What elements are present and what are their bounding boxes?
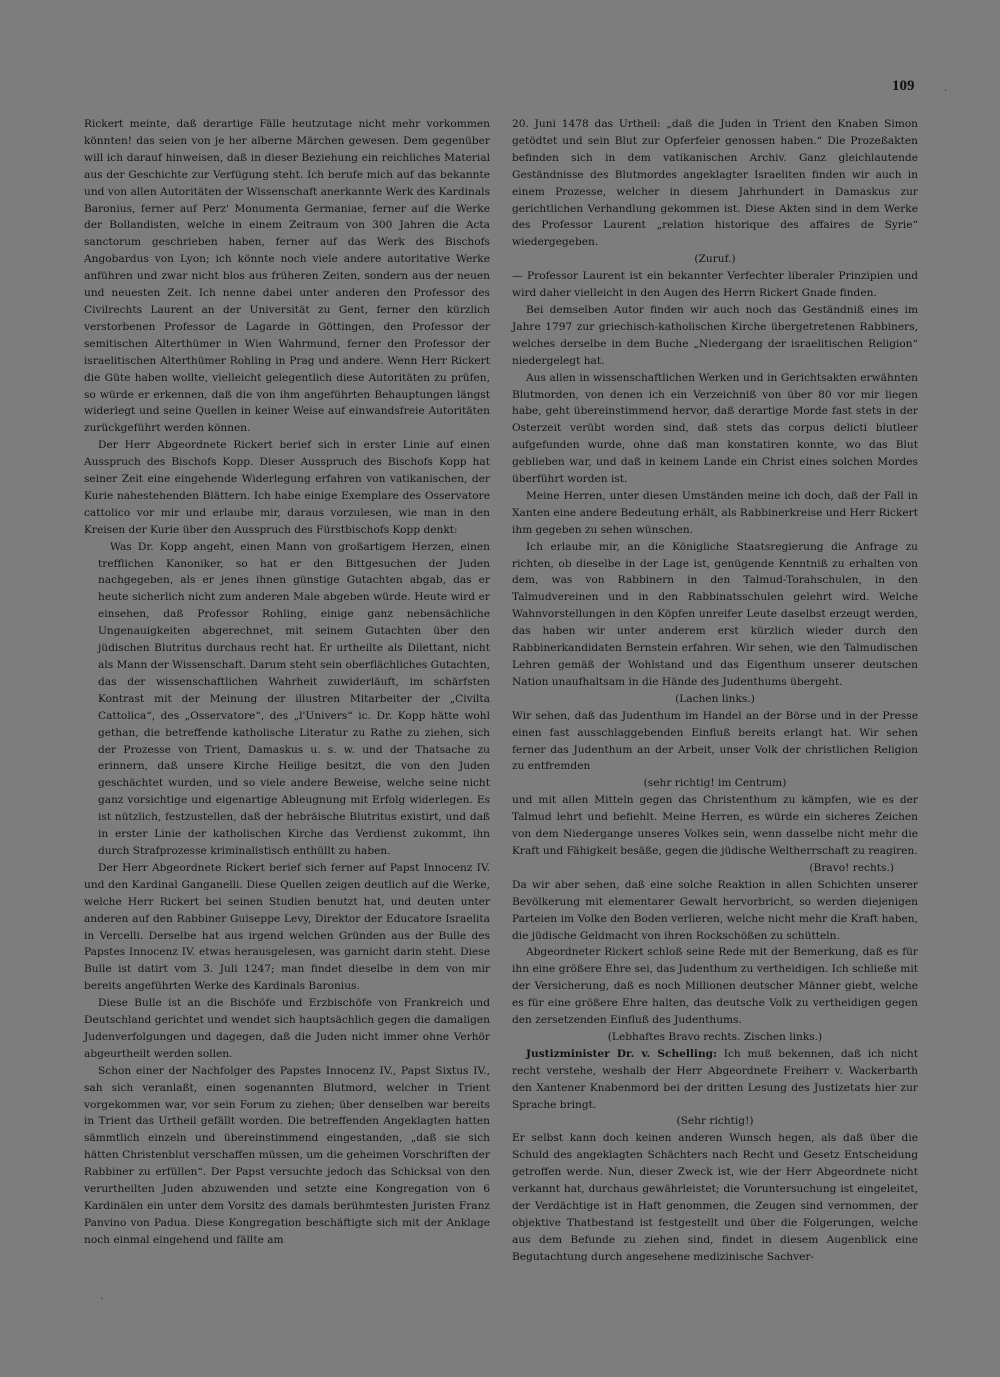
page-mark-bottom: ˋ <box>100 1298 105 1309</box>
interjection: (Sehr richtig!) <box>676 1115 754 1128</box>
page-mark-top-right: · <box>944 86 948 97</box>
paragraph: Der Herr Abgeordnete Rickert berief sich ferner auf Papst Innocenz IV. und den Kardinal Ganganelli. Diese Quellen zeigen deutlich auf die Werke, welche Herr Rickert bei seinen Studien benutzt hat, und deuten unter anderen auf den Rabbiner Guiseppe Levy, Direktor der Educatore Israelita in Vercelli. Derselbe hat aus irgend welchen Gründen aus der Bulle des Papstes Innocenz IV. etwas herausgelesen, was garnicht darin steht. Diese Bulle ist datirt vom 3. Juli 1247; man findet dieselbe in dem von mir bereits angeführten Werke des Kardinals Baronius. <box>84 861 490 993</box>
paragraph: Rickert meinte, daß derartige Fälle heutzutage nicht mehr vorkommen könnten! das seien von je her alberne Märchen gewesen. Dem gegenüber will ich darauf hinweisen, daß in dieser Beziehung ein reichliches Material aus der Geschichte zur Verfügung steht. Ich berufe mich auf das bekannte und von allen Autoritäten der Wissenschaft anerkannte Werk des Kardinals Baronius, ferner auf Perz' Monumenta Germaniae, ferner auf die Werke der Bollandisten, welche in einem Zeitraum von 300 Jahren die Acta sanctorum geschrieben haben, ferner auf das Werk des Bischofs Angobardus von Lyon; ich könnte noch viele andere autoritative Werke anführen und zwar nicht blos aus früheren Zeiten, sondern aus der neuen und neuesten Zeit. Ich nenne dabei unter anderen den Professor des Civilrechts Laurent an der Universität zu Gent, ferner den kürzlich verstorbenen Professor de Lagarde in Göttingen, den Professor der semitischen Alterthümer in Wien Wahrmund, ferner den Professor der israelitischen Alterthümer Rohling in Prag und andere. Wenn Herr Rickert die Güte haben wollte, vielleicht gelegentlich diese Autoritäten zu prüfen, so würde er erkennen, daß die von ihm angeführten Behauptungen längst widerlegt und seine Quellen in keiner Weise auf einwandsfreie Autoritäten zurückgeführt werden können. <box>84 118 490 435</box>
paragraph: Da wir aber sehen, daß eine solche Reaktion in allen Schichten unserer Bevölkerung mit elementarer Gewalt hervorbricht, so werden diejenigen Parteien im Volke den Boden verlieren, welche nicht mehr die Kraft haben, die jüdische Geldmacht von ihren Rockschößen zu schütteln. <box>512 878 918 942</box>
paragraph: Meine Herren, unter diesen Umständen meine ich doch, daß der Fall in Xanten eine andere Bedeutung erhält, als Rabbinerkreise und Herr Rickert ihm gegeben zu sehen wünschen. <box>512 489 918 536</box>
paragraph: Ich erlaube mir, an die Königliche Staatsregierung die Anfrage zu richten, ob dieselbe in der Lage ist, genügende Kenntniß zu erhalten von dem, was von Rabbinern in den Talmud-Torahschulen, in den Talmudvereinen und in den Rabbinatsschulen gelehrt wird. Welche Wahnvorstellungen in den Köpfen unreifer Leute daselbst erzeugt werden, das haben wir unter anderem erst kürzlich wieder durch den Rabbinerkandidaten Bernstein erfahren. Wir sehen, wie den Talmudischen Lehren gemäß der Wohlstand und das Eigenthum unserer deutschen Nation unaufhaltsam in die Hände des Judenthums übergeht. <box>512 540 918 688</box>
interjection: (Lachen links.) <box>675 692 755 705</box>
quoted-passage: Was Dr. Kopp angeht, einen Mann von großartigem Herzen, einen trefflichen Kanoniker, so hat er den Bittgesuchen der Juden nachgegeben, als er jenes ihnen günstige Gutachten abgab, das er heute sicherlich nicht zum anderen Male abgeben würde. Heute wird er einsehen, daß Professor Rohling, einige ganz nebensächliche Ungenauigkeiten abgerechnet, mit seinem Gutachten über den jüdischen Blutritus durchaus recht hat. Er urtheilte als Dilettant, nicht als Mann der Wissenschaft. Darum steht sein oberflächliches Gutachten, das der wissenschaftlichen Wahrheit zuwiderläuft, im schärfsten Kontrast mit der Meinung der illustren Mitarbeiter der „Civilta Cattolica“, des „Osservatore“, des „l'Univers“ ic. Dr. Kopp hätte wohl gethan, die betreffende katholische Literatur zu Rathe zu ziehen, sich der Prozesse von Trient, Damaskus u. s. w. und der Thatsache zu erinnern, daß unsere Kirche Heilige besitzt, die von den Juden geschächtet wurden, und so viele andere Beweise, welche seine nicht ganz vorsichtige und eigenartige Ableugnung mit Erfolg widerlegen. Es ist nützlich, festzustellen, daß der hebräische Blutritus existirt, und daß in erster Linie der katholischen Kirche das Verdienst zukommt, ihn durch Strafprozesse kriminalistisch enthüllt zu haben. <box>98 540 491 857</box>
paragraph: Abgeordneter Rickert schloß seine Rede mit der Bemerkung, daß es für ihn eine größere Ehre sei, das Judenthum zu vertheidigen. Ich schließe mit der Versicherung, daß es noch Millionen deutscher Männer giebt, welche es für eine größere Ehre halten, das deutsche Volk zu vertheidigen gegen den zersetzenden Einfluß des Judenthums. <box>512 946 918 1027</box>
page-number: 109 <box>892 78 915 94</box>
paragraph: Schon einer der Nachfolger des Papstes Innocenz IV., Papst Sixtus IV., sah sich veranlaßt, einen sogenannten Blutmord, welcher in Trient vorgekommen war, vor sein Forum zu ziehen; über denselben war bereits in Trient das Urtheil gefällt worden. Die betreffenden Angeklagten hatten sämmtlich einzeln und übereinstimmend eingestanden, „daß sie sich hätten Christenblut verschaffen müssen, um die geheimen Vorschriften der Rabbiner zu erfüllen“. Der Papst versuchte jedoch das Schicksal von den verurtheilten Juden abzuwenden und setzte eine Kongregation von 6 Kardinälen ein unter dem Vorsitz des damals berühmtesten Juristen Franz Panvino von Padua. Diese Kongregation beschäftigte sich mit der Anklage noch einmal eingehend und fällte am <box>84 1064 490 1246</box>
speaker-name: Justizminister Dr. v. Schelling: <box>526 1047 717 1060</box>
interjection: (Bravo! rechts.) <box>809 861 894 874</box>
paragraph: und mit allen Mitteln gegen das Christenthum zu kämpfen, wie es der Talmud lehrt und befiehlt. Meine Herren, es würde ein sicheres Zeichen von dem Niedergange unseres Volkes sein, wenn dasselbe nicht mehr die Kraft und Fähigkeit besäße, gegen die jüdische Weltherrschaft zu reagiren. <box>512 794 918 857</box>
paragraph: Bei demselben Autor finden wir auch noch das Geständniß eines im Jahre 1797 zur griechisch-katholischen Kirche übergetretenen Rabbiners, welches derselbe in dem Buche „Niedergang der israelitischen Religion“ niedergelegt hat. <box>512 303 918 367</box>
speaker-paragraph <box>512 1046 918 1114</box>
interjection: (sehr richtig! im Centrum) <box>643 777 787 790</box>
paragraph: Der Herr Abgeordnete Rickert berief sich in erster Linie auf einen Ausspruch des Bischofs Kopp. Dieser Ausspruch des Bischofs Kopp hat seiner Zeit eine eingehende Widerlegung erfahren von vatikanischen, der Kurie nahestehenden Blättern. Ich habe einige Exemplare des Osservatore cattolico vor mir und erlaube mir, daraus vorzulesen, wie man in den Kreisen der Kurie über den Ausspruch des Fürstbischofs Kopp denkt: <box>84 439 490 536</box>
right-column <box>512 116 918 1266</box>
paragraph: Er selbst kann doch keinen anderen Wunsch hegen, als daß über die Schuld des angeklagten Schächters nach Recht und Gesetz Entscheidung getroffen werde. Nun, dieser Zweck ist, wie der Herr Abgeordnete nicht verkannt hat, durchaus gewährleistet; die Voruntersuchung ist eingeleitet, der Verdächtige ist in Haft genommen, die Zeugen sind vernommen, der objektive Thatbestand ist festgestellt und über die Folgerungen, welche aus dem Befunde zu ziehen sind, findet in diesem Augenblick eine Begutachtung durch angesehene medizinische Sachver- <box>512 1132 918 1263</box>
interjection: (Lebhaftes Bravo rechts. Zischen links.) <box>607 1030 823 1043</box>
left-column <box>84 116 490 1249</box>
speaker-text: Ich muß bekennen, daß ich nicht recht verstehe, weshalb der Herr Abgeordnete Freiherr v. Wackerbarth den Xantener Knabenmord bei der dritten Lesung des Justizetats hier zur Sprache bringt. <box>512 1047 918 1111</box>
interjection: (Zuruf.) <box>694 253 736 266</box>
paragraph: Wir sehen, daß das Judenthum im Handel an der Börse und in der Presse einen fast ausschlaggebenden Einfluß bereits erlangt hat. Wir sehen ferner das Judenthum an der Arbeit, unser Volk der christlichen Religion zu entfremden <box>512 709 918 773</box>
paragraph: — Professor Laurent ist ein bekannter Verfechter liberaler Prinzipien und wird daher vielleicht in den Augen des Herrn Rickert Gnade finden. <box>512 270 918 300</box>
paragraph: Diese Bulle ist an die Bischöfe und Erzbischöfe von Frankreich und Deutschland gerichtet und wendet sich hauptsächlich gegen die damaligen Judenverfolgungen und dagegen, daß die Juden nicht immer ohne Verhör abgeurtheilt werden sollen. <box>84 997 490 1060</box>
paragraph: 20. Juni 1478 das Urtheil: „daß die Juden in Trient den Knaben Simon getödtet und sein Blut zur Opferfeier genossen haben.“ Die Prozeßakten befinden sich in dem vatikanischen Archiv. Ganz gleichlautende Geständnisse des Blutmordes angeklagter Israeliten finden wir auch in einem Prozesse, welcher in diesem Jahrhundert in Damaskus zur gerichtlichen Verhandlung gekommen ist. Diese Akten sind in dem Werke des Professor Laurent „relation historique des affaires de Syrie“ wiedergegeben. <box>512 118 918 249</box>
paragraph: Aus allen in wissenschaftlichen Werken und in Gerichtsakten erwähnten Blutmorden, von denen ich ein Verzeichniß von über 80 vor mir liegen habe, geht übereinstimmend hervor, daß derartige Morde fast stets in der Osterzeit verübt worden sind, daß stets das corpus delicti blutleer aufgefunden wurde, ohne daß man konstatiren konnte, wo das Blut geblieben war, und daß in keinem Lande ein Christ eines solchen Mordes überführt worden ist. <box>512 371 918 486</box>
